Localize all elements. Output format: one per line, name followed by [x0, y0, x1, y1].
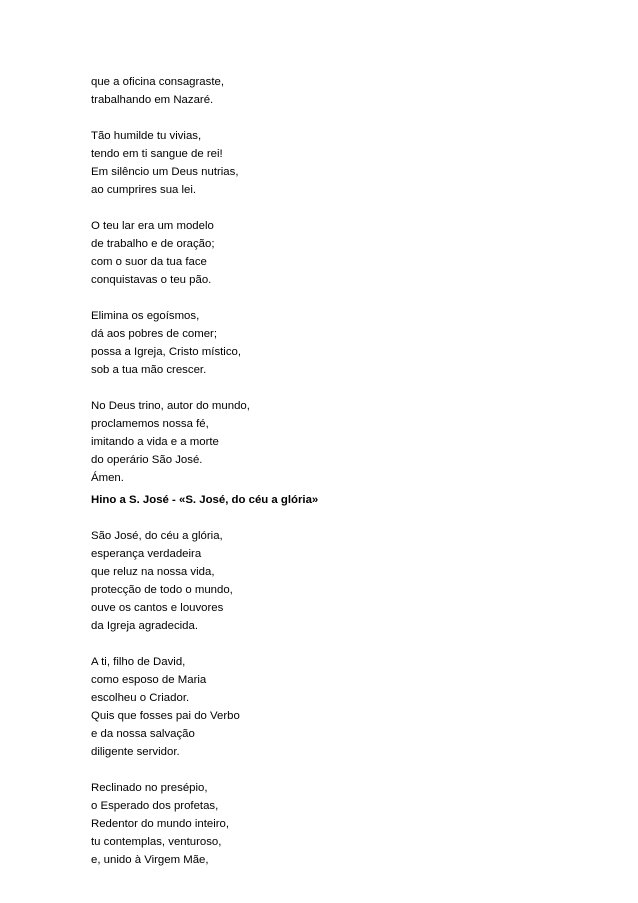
stanza-gap: [91, 289, 571, 307]
verse-line: A ti, filho de David,: [91, 656, 186, 668]
stanza-gap: [91, 379, 571, 397]
verse-line: ouve os cantos e louvores: [91, 602, 224, 614]
hymn-title: Hino a S. José - «S. José, do céu a glória»: [91, 494, 319, 506]
stanza-8: [91, 779, 571, 869]
verse-line: tendo em ti sangue de rei!: [91, 148, 223, 160]
verse-line: como esposo de Maria: [91, 674, 207, 686]
verse-line: sob a tua mão crescer.: [91, 364, 207, 376]
verse-line: tu contemplas, venturoso,: [91, 836, 222, 848]
verse-line: do operário São José.: [91, 454, 203, 466]
verse-line: No Deus trino, autor do mundo,: [91, 400, 250, 412]
stanza-5: [91, 397, 571, 487]
verse-line: ao cumprires sua lei.: [91, 184, 197, 196]
verse-line: conquistavas o teu pão.: [91, 274, 212, 286]
stanza-1: [91, 73, 571, 109]
hymn-text: [91, 73, 571, 869]
stanza-gap: [91, 635, 571, 653]
verse-line: dá aos pobres de comer;: [91, 328, 218, 340]
verse-line: que reluz na nossa vida,: [91, 566, 215, 578]
stanza-6: [91, 527, 571, 635]
verse-line: possa a Igreja, Cristo místico,: [91, 346, 242, 358]
verse-line: diligente servidor.: [91, 746, 180, 758]
verse-line: da Igreja agradecida.: [91, 620, 199, 632]
stanza-4: [91, 307, 571, 379]
stanza-2: [91, 127, 571, 199]
verse-line: escolheu o Criador.: [91, 692, 190, 704]
verse-line: Tão humilde tu vivias,: [91, 130, 202, 142]
stanza-3: [91, 217, 571, 289]
verse-line: com o suor da tua face: [91, 256, 207, 268]
stanza-7: [91, 653, 571, 761]
verse-line: Em silêncio um Deus nutrias,: [91, 166, 239, 178]
verse-line: que a oficina consagraste,: [91, 76, 224, 88]
verse-line: Reclinado no presépio,: [91, 782, 208, 794]
verse-line: O teu lar era um modelo: [91, 220, 214, 232]
verse-line: trabalhando em Nazaré.: [91, 94, 214, 106]
verse-line: proclamemos nossa fé,: [91, 418, 209, 430]
verse-line: esperança verdadeira: [91, 548, 202, 560]
verse-line: Redentor do mundo inteiro,: [91, 818, 230, 830]
stanza-gap: [91, 761, 571, 779]
verse-line: São José, do céu a glória,: [91, 530, 223, 542]
verse-line: imitando a vida e a morte: [91, 436, 219, 448]
verse-line: e, unido à Virgem Mãe,: [91, 854, 209, 866]
verse-line: o Esperado dos profetas,: [91, 800, 219, 812]
verse-line: de trabalho e de oração;: [91, 238, 215, 250]
verse-line: Quis que fosses pai do Verbo: [91, 710, 240, 722]
verse-line: protecção de todo o mundo,: [91, 584, 233, 596]
verse-line: e da nossa salvação: [91, 728, 195, 740]
stanza-gap: [91, 109, 571, 127]
verse-line: Elimina os egoísmos,: [91, 310, 200, 322]
stanza-gap: [91, 509, 571, 527]
stanza-gap: [91, 199, 571, 217]
verse-line: Ámen.: [91, 472, 124, 484]
